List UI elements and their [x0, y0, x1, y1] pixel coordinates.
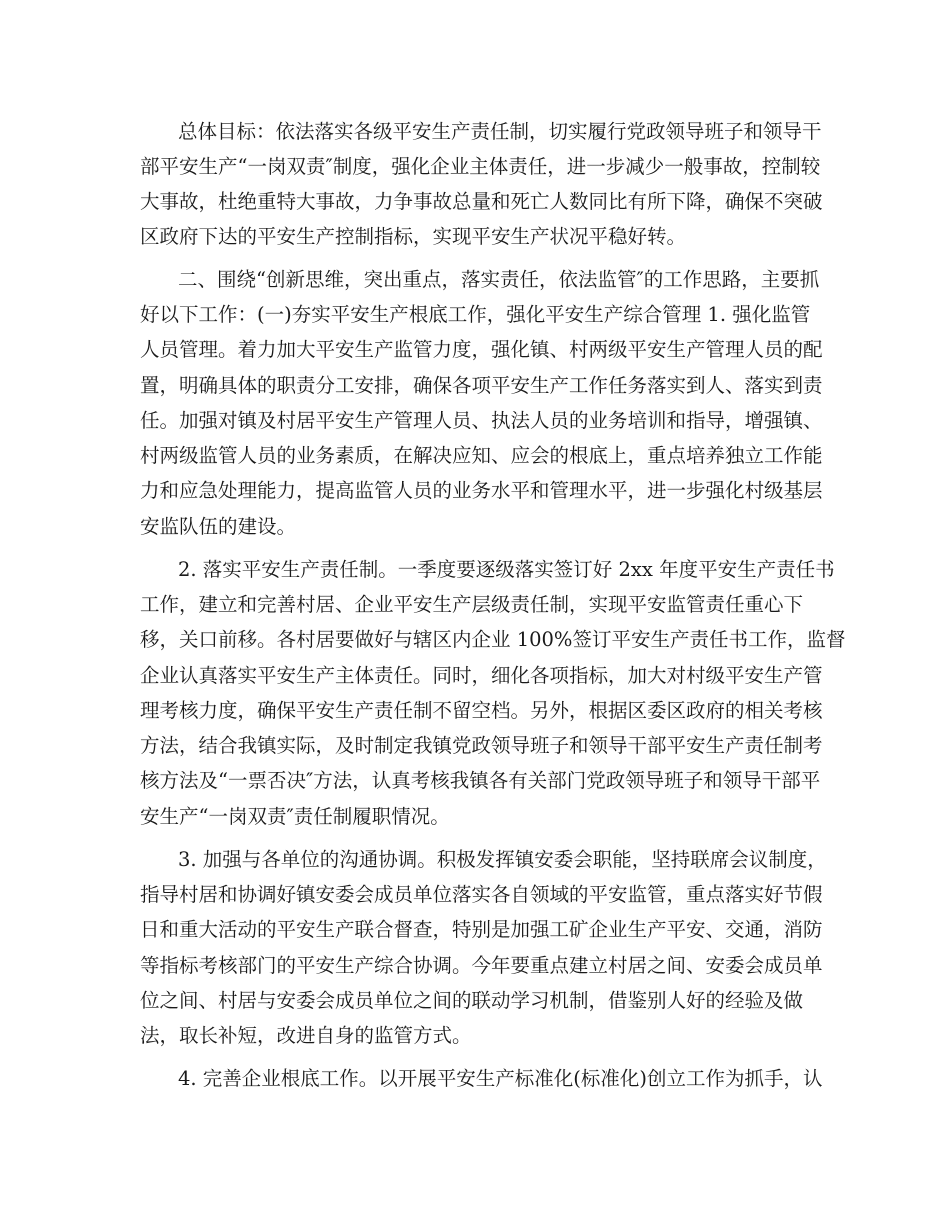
text-line: 日和重大活动的平安生产联合督查，特别是加强工矿企业生产平安、交通，消防: [140, 918, 823, 941]
text-line: 3. 加强与各单位的沟通协调。积极发挥镇安委会职能，坚持联席会议制度，: [178, 848, 827, 871]
text-line: 总体目标：依法落实各级平安生产责任制，切实履行党政领导班子和领导干: [178, 120, 822, 143]
text-line: 2. 落实平安生产责任制。一季度要逐级落实签订好 2xx 年度平安生产责任书: [178, 558, 835, 581]
text-line: 位之间、村居与安委会成员单位之间的联动学习机制，借鉴别人好的经验及做: [140, 989, 804, 1012]
text-line: 安生产“一岗双责″责任制履职情况。: [140, 805, 450, 828]
text-line: 部平安生产“一岗双责″制度，强化企业主体责任，进一步减少一般事故，控制较: [140, 155, 821, 178]
text-line: 法，取长补短，改进自身的监管方式。: [140, 1024, 472, 1047]
text-line: 人员管理。着力加大平安生产监管力度，强化镇、村两级平安生产管理人员的配: [140, 338, 823, 361]
text-line: 村两级监管人员的业务素质，在解决应知、应会的根底上，重点培养独立工作能: [140, 444, 823, 467]
text-line: 理考核力度，确保平安生产责任制不留空档。另外，根据区委区政府的相关考核: [140, 699, 823, 722]
text-line: 区政府下达的平安生产控制指标，实现平安生产状况平稳好转。: [140, 225, 687, 248]
text-line: 安监队伍的建设。: [140, 515, 297, 538]
text-line: 力和应急处理能力，提高监管人员的业务水平和管理水平，进一步强化村级基层: [140, 479, 823, 502]
text-line: 方法，结合我镇实际，及时制定我镇党政领导班子和领导干部平安生产责任制考: [140, 734, 823, 757]
text-line: 核方法及“一票否决″方法，认真考核我镇各有关部门党政领导班子和领导干部平: [140, 769, 821, 792]
text-line: 工作，建立和完善村居、企业平安生产层级责任制，实现平安监管责任重心下: [140, 593, 804, 616]
text-line: 大事故，杜绝重特大事故，力争事故总量和死亡人数同比有所下降，确保不突破: [140, 190, 823, 213]
text-line: 移，关口前移。各村居要做好与辖区内企业 100%签订平安生产责任书工作，监督: [140, 628, 846, 651]
text-line: 4. 完善企业根底工作。以开展平安生产标准化(标准化)创立工作为抓手，认: [178, 1067, 823, 1090]
text-line: 二、围绕“创新思维，突出重点，落实责任，依法监管″的工作思路，主要抓: [178, 268, 820, 291]
text-line: 等指标考核部门的平安生产综合协调。今年要重点建立村居之间、安委会成员单: [140, 954, 823, 977]
text-line: 置，明确具体的职责分工安排，确保各项平安生产工作任务落实到人、落实到责: [140, 374, 823, 397]
text-line: 任。加强对镇及村居平安生产管理人员、执法人员的业务培训和指导，增强镇、: [140, 409, 823, 432]
text-line: 企业认真落实平安生产主体责任。同时，细化各项指标，加大对村级平安生产管: [140, 664, 823, 687]
text-line: 指导村居和协调好镇安委会成员单位落实各自领域的平安监管，重点落实好节假: [140, 883, 823, 906]
text-line: 好以下工作：(一)夯实平安生产根底工作，强化平安生产综合管理 1. 强化监管: [140, 303, 811, 326]
